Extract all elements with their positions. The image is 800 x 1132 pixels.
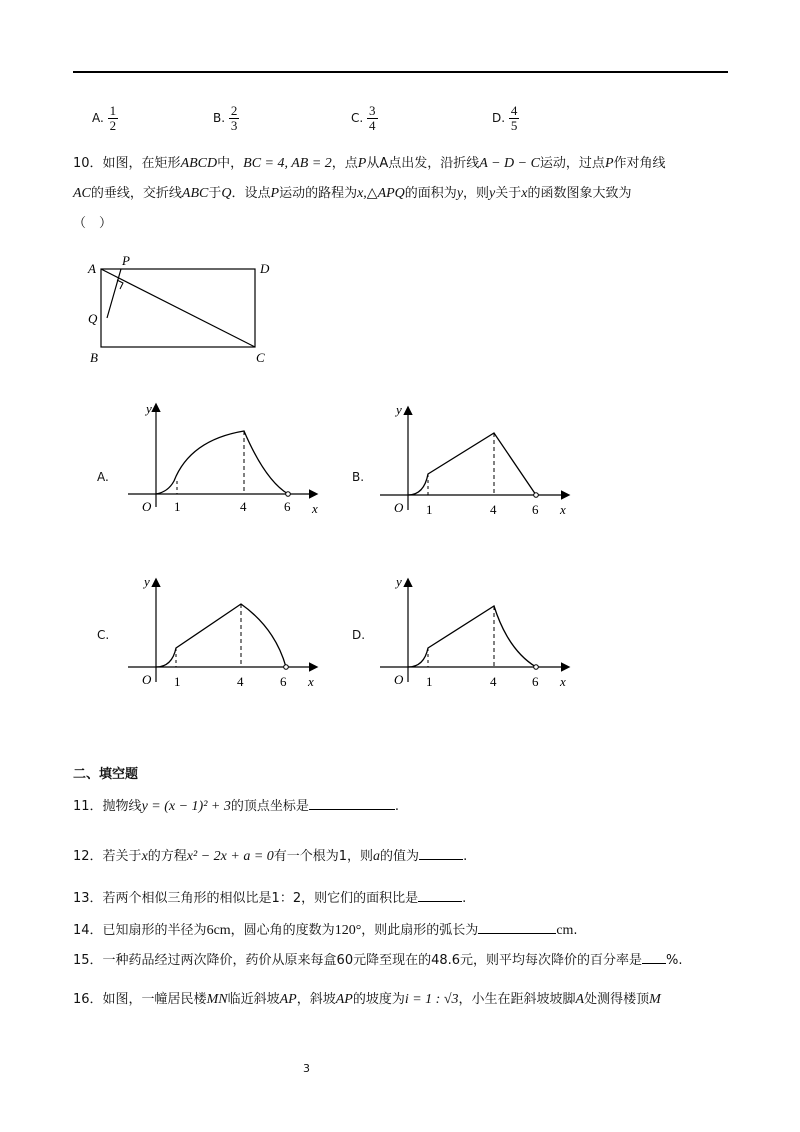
label-q: Q bbox=[88, 311, 98, 326]
header-rule bbox=[73, 71, 728, 73]
function-curve bbox=[156, 604, 286, 667]
tick-4: 4 bbox=[490, 502, 497, 517]
graph-a bbox=[120, 395, 330, 520]
segment-pq bbox=[107, 269, 121, 318]
endpoint bbox=[534, 493, 539, 498]
q14: 14．已知扇形的半径为6cm，圆心角的度数为120°，则此扇形的弧长为 cm. bbox=[73, 923, 578, 938]
answer-blank[interactable] bbox=[309, 797, 395, 810]
graph-b-label: B. bbox=[352, 470, 365, 484]
q9-option-c: C. $\frac{3}{4}$ bbox=[351, 103, 376, 133]
function-curve bbox=[156, 431, 288, 494]
tick-1: 1 bbox=[426, 502, 433, 517]
y-label: y bbox=[144, 574, 150, 589]
tick-4: 4 bbox=[240, 499, 247, 514]
tick-4: 4 bbox=[237, 674, 244, 689]
section-heading: 二、填空题 bbox=[73, 767, 139, 782]
q10-line-2: AC的垂线，交折线ABC于Q．设点P运动的路程为x,△APQ的面积为y，则y关于x的函数图象大致为 bbox=[73, 186, 632, 201]
x-label: x bbox=[312, 501, 318, 516]
label-b: B bbox=[90, 350, 98, 365]
x-label: x bbox=[560, 502, 566, 517]
tick-6: 6 bbox=[532, 674, 539, 689]
y-label: y bbox=[396, 402, 402, 417]
endpoint bbox=[286, 492, 291, 497]
answer-blank[interactable] bbox=[478, 921, 556, 934]
x-label: x bbox=[308, 674, 314, 689]
q15: 15．一种药品经过两次降价，药价从原来每盒60元降至现在的48.6元，则平均每次降价的百分率是 %. bbox=[73, 953, 683, 968]
page-number: 3 bbox=[303, 1062, 310, 1075]
tick-4: 4 bbox=[490, 674, 497, 689]
answer-blank[interactable] bbox=[642, 951, 666, 964]
graph-b bbox=[372, 398, 582, 523]
origin-label: O bbox=[394, 500, 404, 515]
graph-d bbox=[372, 570, 582, 695]
answer-blank[interactable] bbox=[419, 847, 463, 860]
tick-1: 1 bbox=[174, 674, 181, 689]
q11: 11．抛物线y = (x − 1)² + 3的顶点坐标是 . bbox=[73, 799, 400, 814]
endpoint bbox=[534, 665, 539, 670]
diagonal-ac bbox=[101, 269, 255, 347]
tick-1: 1 bbox=[426, 674, 433, 689]
q13: 13．若两个相似三角形的相似比是1：2，则它们的面积比是 . bbox=[73, 891, 467, 906]
graph-c-label: C. bbox=[97, 628, 110, 642]
label-d: D bbox=[260, 261, 270, 276]
endpoint bbox=[284, 665, 289, 670]
q9-option-d: D. $\frac{4}{5}$ bbox=[492, 103, 518, 133]
origin-label: O bbox=[142, 499, 152, 514]
x-label: x bbox=[560, 674, 566, 689]
q9-option-b: B. $\frac{2}{3}$ bbox=[213, 103, 238, 133]
q16: 16．如图，一幢居民楼MN临近斜坡AP，斜坡AP的坡度为i = 1 : √3，小生在距斜坡坡脚A处测得楼顶M bbox=[73, 992, 661, 1007]
label-a: A bbox=[88, 261, 96, 276]
q10-answer-paren: （ ） bbox=[73, 216, 113, 231]
y-label: y bbox=[396, 574, 402, 589]
label-p: P bbox=[122, 253, 130, 268]
tick-6: 6 bbox=[532, 502, 539, 517]
tick-1: 1 bbox=[174, 499, 181, 514]
origin-label: O bbox=[394, 672, 404, 687]
y-label: y bbox=[146, 401, 152, 416]
graph-a-label: A. bbox=[97, 470, 109, 484]
function-curve bbox=[408, 433, 536, 495]
origin-label: O bbox=[142, 672, 152, 687]
q12: 12．若关于x的方程x² − 2x + a = 0有一个根为1，则a的值为 . bbox=[73, 849, 468, 864]
function-curve bbox=[408, 606, 536, 667]
rectangle-figure bbox=[80, 252, 280, 372]
tick-6: 6 bbox=[280, 674, 287, 689]
q10-line-1: 10．如图，在矩形ABCD中，BC = 4, AB = 2，点P从A点出发，沿折线A − D − C运动，过点P作对角线 bbox=[73, 156, 666, 171]
answer-blank[interactable] bbox=[418, 889, 462, 902]
graph-d-label: D. bbox=[352, 628, 366, 642]
graph-c bbox=[120, 570, 330, 695]
label-c: C bbox=[256, 350, 265, 365]
q9-option-a: A. $\frac{1}{2}$ bbox=[92, 103, 117, 133]
tick-6: 6 bbox=[284, 499, 291, 514]
